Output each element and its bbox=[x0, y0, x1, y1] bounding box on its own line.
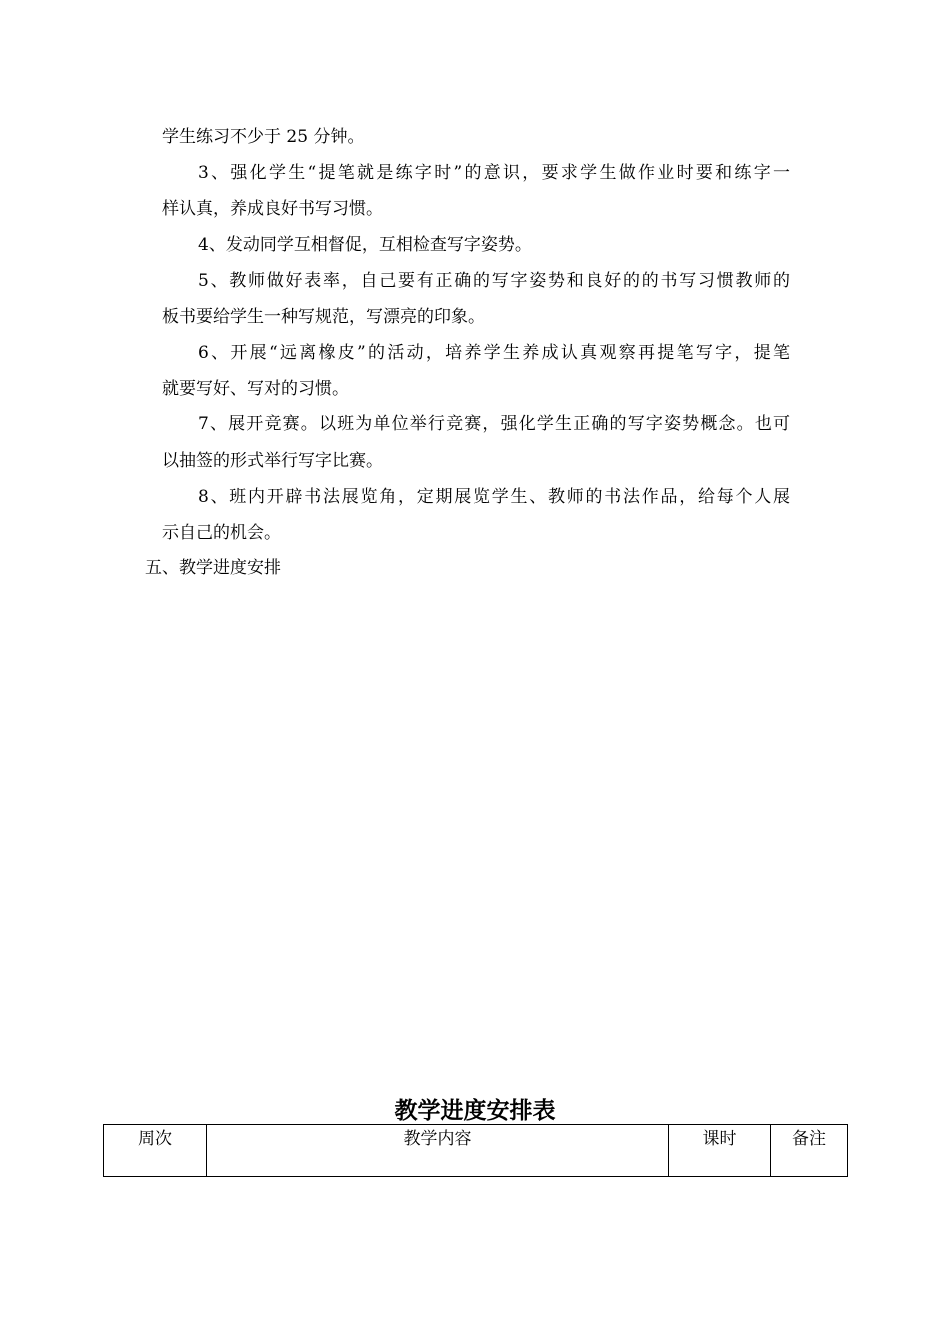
paragraph-line: 学生练习不少于 25 分钟。 bbox=[162, 127, 365, 147]
paragraph-line: 就要写好、写对的习惯。 bbox=[162, 379, 349, 399]
header-hours: 课时 bbox=[669, 1125, 771, 1177]
paragraph-line: 7、展开竞赛。以班为单位举行竞赛，强化学生正确的写字姿势概念。也可 bbox=[198, 414, 790, 434]
paragraph-line: 板书要给学生一种写规范，写漂亮的印象。 bbox=[162, 307, 485, 327]
section-heading: 五、教学进度安排 bbox=[145, 558, 281, 578]
paragraph-line: 6、开展“远离橡皮”的活动，培养学生养成认真观察再提笔写字，提笔 bbox=[198, 343, 790, 363]
header-content: 教学内容 bbox=[207, 1125, 669, 1177]
paragraph-line: 5、教师做好表率，自己要有正确的写字姿势和良好的的书写习惯教师的 bbox=[198, 271, 790, 291]
header-week: 周次 bbox=[104, 1125, 207, 1177]
paragraph-line: 样认真，养成良好书写习惯。 bbox=[162, 199, 383, 219]
schedule-table-title: 教学进度安排表 bbox=[394, 1098, 556, 1124]
paragraph-line: 4、发动同学互相督促，互相检查写字姿势。 bbox=[198, 235, 532, 255]
paragraph-line: 示自己的机会。 bbox=[162, 523, 281, 543]
paragraph-line: 以抽签的形式举行写字比赛。 bbox=[162, 451, 383, 471]
schedule-table bbox=[103, 1124, 848, 1177]
paragraph-line: 3、强化学生“提笔就是练字时”的意识，要求学生做作业时要和练字一 bbox=[198, 163, 790, 183]
table-header-row bbox=[104, 1125, 848, 1177]
header-notes: 备注 bbox=[771, 1125, 848, 1177]
paragraph-line: 8、班内开辟书法展览角，定期展览学生、教师的书法作品，给每个人展 bbox=[198, 487, 790, 507]
